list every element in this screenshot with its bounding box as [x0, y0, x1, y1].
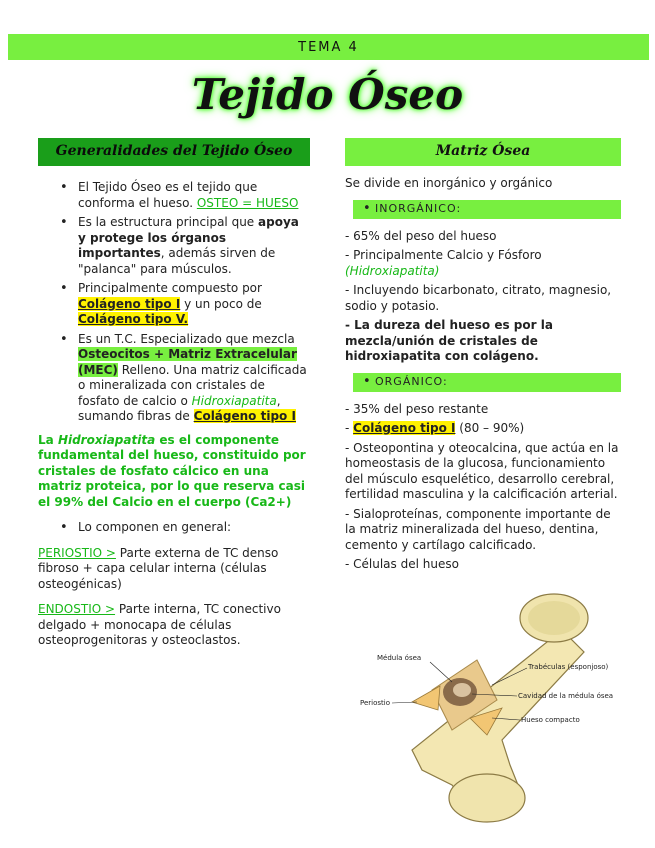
left-heading-text: Generalidades del Tejido Óseo	[55, 143, 293, 160]
label-cavidad: Cavidad de la médula ósea	[518, 692, 614, 700]
label-periostio: Periostio	[360, 699, 391, 707]
inorganic-line: - Principalmente Calcio y Fósforo (Hidroxiapatita)	[345, 248, 542, 278]
page-title: Tejido Óseo	[191, 70, 464, 119]
generalities-list	[38, 180, 310, 425]
bone-base	[449, 774, 525, 822]
spongy-bone	[528, 601, 580, 635]
organic-line: - Sialoproteínas, componente importante de la matriz mineralizada del hueso, dentina, cemento y cartílago calcificado.	[345, 506, 611, 552]
highlight-collagen-1b: Colágeno tipo I	[193, 409, 296, 423]
highlight-collagen-5: Colágeno tipo V.	[78, 312, 189, 326]
left-heading	[38, 138, 310, 166]
bone-diagram	[352, 590, 622, 825]
marrow-cavity	[453, 683, 471, 697]
left-column	[38, 138, 310, 653]
list-item: • Es la estructura principal que apoya y protege los órganos importantes, además sirven de "palanca" para músculos.	[78, 215, 310, 277]
organic-line: - Células del hueso	[345, 557, 459, 571]
organic-line: - Osteopontina y oteocalcina, que actúa en la homeostasis de la glucosa, funcionamiento del músculo esquelético, desarrollo cerebral, fertilidad masculina y la calcificación arterial.	[345, 440, 619, 501]
organic-label: • ORGÁNICO:	[353, 373, 621, 392]
highlight-collagen-organic: Colágeno tipo I	[353, 421, 456, 435]
endostio-definition: ENDOSTIO > Parte interna, TC conectivo delgado + monocapa de células osteoprogenitoras y osteoclastos.	[38, 602, 281, 647]
periostio-definition: PERIOSTIO > Parte externa de TC denso fibroso + capa celular interna (células osteogénicas)	[38, 545, 279, 591]
label-compacto: Hueso compacto	[521, 716, 580, 724]
inorganic-line: - 65% del peso del hueso	[345, 228, 497, 243]
right-heading-text: Matriz Ósea	[435, 143, 531, 160]
hydroxyapatite-paragraph: La Hidroxiapatita es el componente fundamental del hueso, constituido por cristales de fosfato cálcico en una matriz proteica, por lo que reserva casi el 99% del Calcio en el cuerpo (Ca2+)	[38, 432, 306, 509]
list-item: • El Tejido Óseo es el tejido que conforma el hueso. OSTEO = HUESO	[78, 180, 310, 211]
label-trabeculas: Trabéculas (esponjoso)	[528, 663, 609, 671]
list-item: • Es un T.C. Especializado que mezcla Osteocitos + Matriz Extracelular (MEC) Relleno. Una matriz calcificada o mineralizada con cristales de fosfato de calcio o Hidroxiapatita, sumando fibras de Colágeno tipo I	[78, 332, 310, 425]
inorganic-line: - Incluyendo bicarbonato, citrato, magnesio, sodio y potasio.	[345, 283, 612, 313]
organic-line: - 35% del peso restante	[345, 401, 489, 416]
inorganic-line: - La dureza del hueso es por la mezcla/unión de cristales de hidroxiapatita con colágeno.	[345, 318, 553, 363]
highlight-collagen-1: Colágeno tipo I	[78, 296, 181, 311]
periosteum-flap	[412, 686, 440, 710]
topic-label: TEMA 4	[298, 39, 359, 55]
inorganic-label: • INORGÁNICO:	[353, 200, 621, 219]
list-item: • Principalmente compuesto por Colágeno tipo I y un poco de Colágeno tipo V.	[78, 281, 310, 328]
right-column	[345, 138, 621, 577]
matrix-intro: Se divide en inorgánico y orgánico	[345, 176, 553, 190]
label-medula: Médula ósea	[377, 654, 422, 662]
components-list	[38, 520, 310, 536]
organic-line: - Colágeno tipo I (80 – 90%)	[345, 421, 525, 435]
topic-banner	[8, 34, 649, 60]
right-heading	[345, 138, 621, 166]
list-item: • Lo componen en general:	[78, 520, 310, 536]
osteo-definition: OSTEO = HUESO	[196, 195, 299, 210]
highlight-osteocytes: Osteocitos + Matriz Extracelular (MEC)	[78, 347, 297, 377]
